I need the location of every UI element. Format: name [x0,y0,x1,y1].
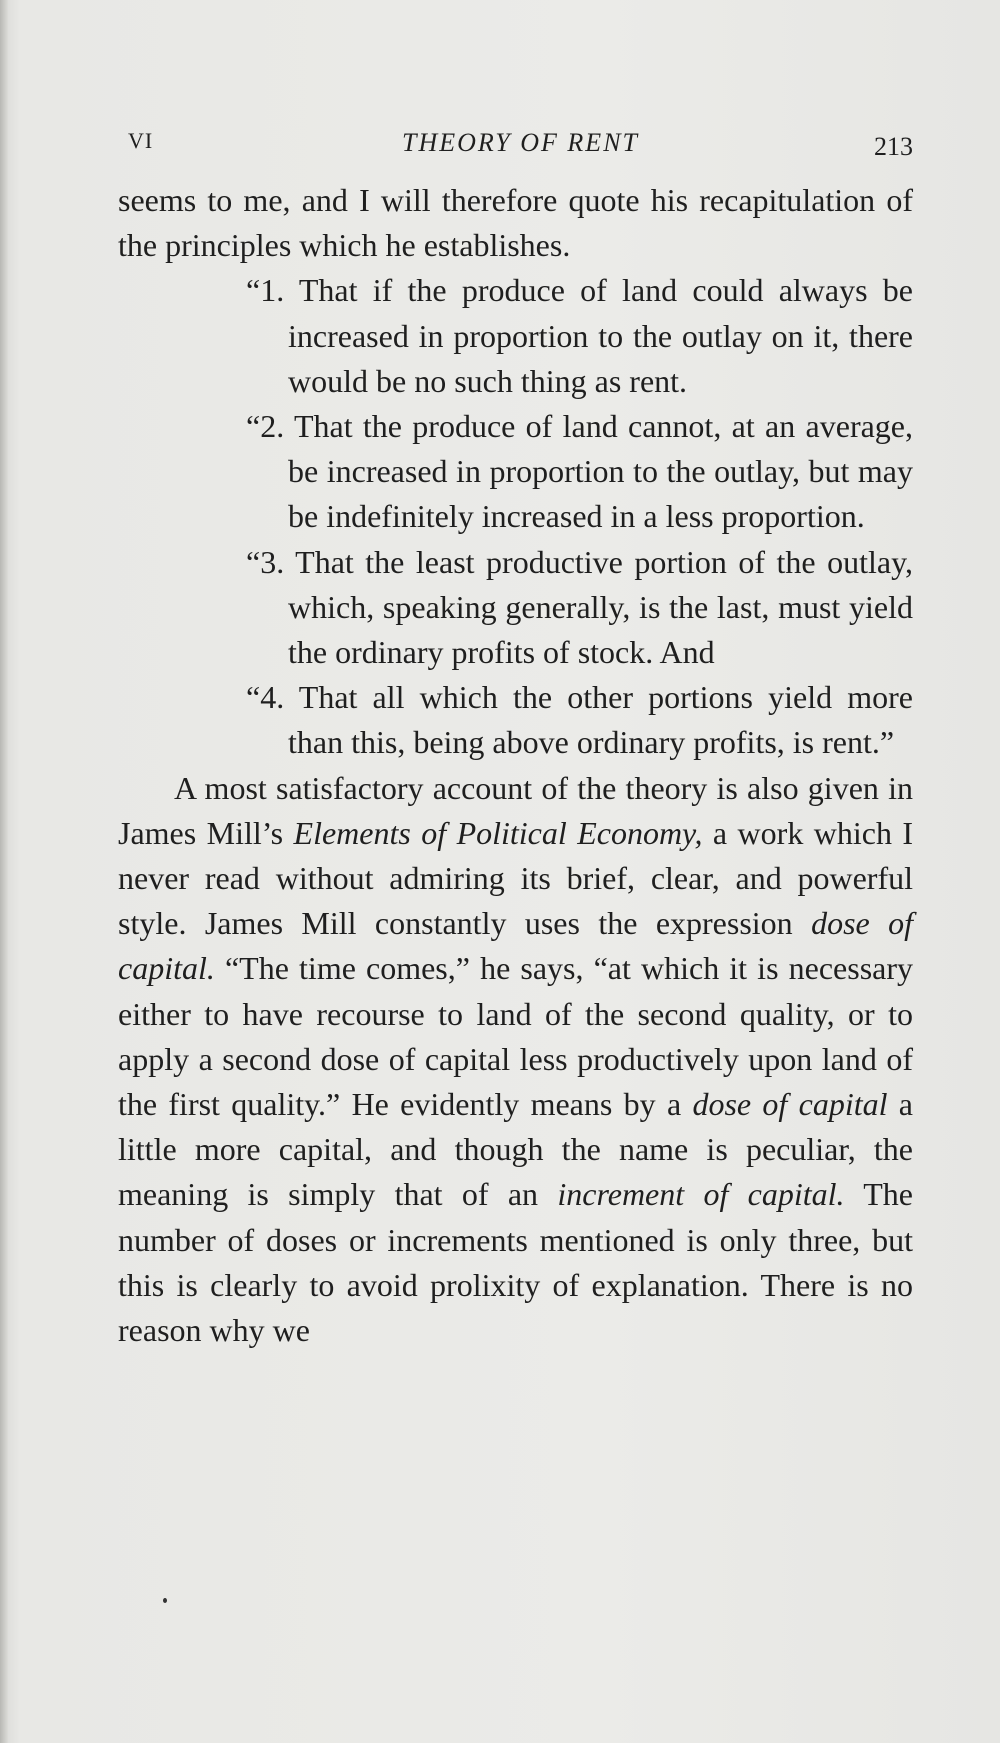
principle-number: “4. [246,679,285,716]
text-run: The number of doses or increments mentioned is only three, but this is clearly to avoid prolixity of explanation. There is no reason why we [118,1176,914,1349]
intro-paragraph: seems to me, and I will therefore quote his recapitulation of the principles which he establishes. [118,182,913,264]
principle-text: That the least productive portion of the outlay, which, speaking generally, is the last, must yield the ordinary profits of stock. And [288,543,914,671]
page-gutter [0,0,8,1743]
italic-term: dose of capital. [118,905,914,987]
text-run: A most satisfactory account of the theory is also given in James Mill’s [118,769,913,851]
text-run: “The time comes,” he says, “at which it is necessary either to have recourse to land of the second quality, or to apply a second dose of capital less productively upon land of the first quality.” He evidently means by a [118,950,913,1123]
running-title: THEORY OF RENT [402,128,639,157]
numbered-principle [118,675,913,765]
principle-number: “2. [246,408,285,445]
principle-text: That if the produce of land could always be increased in proportion to the outlay on it, there would be no such thing as rent. [288,272,914,399]
text-run: a little more capital, and though the name is peculiar, the meaning is simply that of an [118,1086,914,1213]
body-paragraph [118,766,913,1354]
numbered-principle [118,540,913,676]
numbered-principle [118,268,913,404]
italic-term: increment of capital. [557,1176,845,1213]
ink-speck [163,1598,167,1603]
page-number: 213 [874,132,913,161]
book-title-italic: Elements of Political Economy, [293,814,703,851]
text-run: a work which I never read without admiring its brief, clear, and powerful style. James Mill constantly uses the expression [118,814,914,942]
italic-term: dose of capital [692,1086,888,1123]
principle-number: “1. [246,272,285,309]
principle-text: That all which the other portions yield more than this, being above ordinary profits, is rent.” [288,679,914,761]
principle-text: That the produce of land cannot, at an average, be increased in proportion to the outlay, but may be indefinitely increased in a less proportion. [288,408,914,535]
numbered-principle [118,404,913,540]
running-head [128,128,913,164]
principle-number: “3. [246,543,285,580]
section-number: VI [128,128,154,153]
body-text [118,178,913,1353]
